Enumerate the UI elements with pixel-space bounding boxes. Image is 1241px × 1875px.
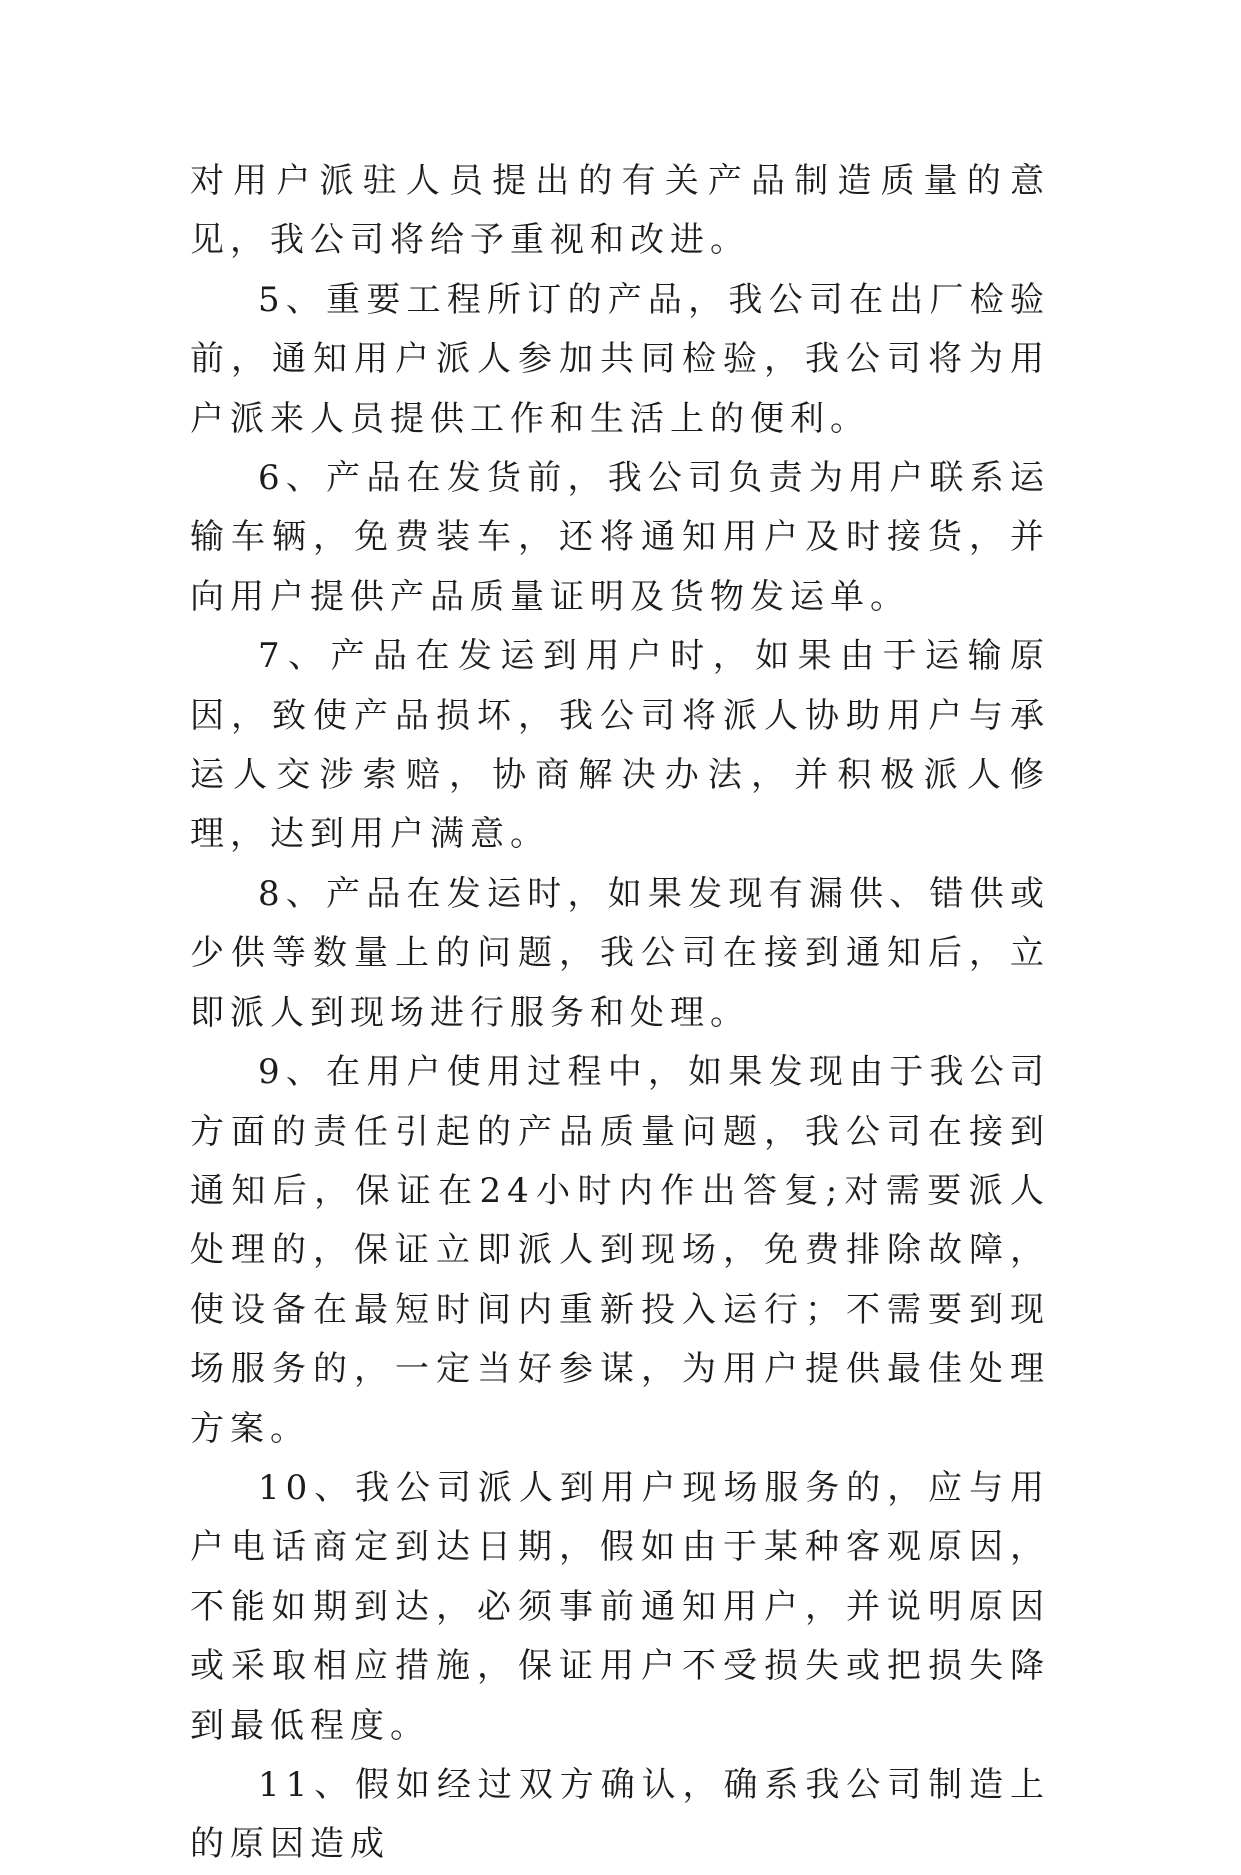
paragraph-continuation: 对用户派驻人员提出的有关产品制造质量的意见，我公司将给予重视和改进。 xyxy=(190,161,1050,261)
paragraph-item-6: 6、产品在发货前，我公司负责为用户联系运输车辆，免费装车，还将通知用户及时接货，并向用户提供产品质量证明及货物发运单。 xyxy=(190,458,1050,617)
paragraph-item-7: 7、产品在发运到用户时，如果由于运输原因，致使产品损坏，我公司将派人协助用户与承运人交涉索赔，协商解决办法，并积极派人修理，达到用户满意。 xyxy=(190,636,1050,855)
paragraph-item-5: 5、重要工程所订的产品，我公司在出厂检验前，通知用户派人参加共同检验，我公司将为用户派来人员提供工作和生活上的便利。 xyxy=(190,279,1050,439)
paragraph-item-9: 9、在用户使用过程中，如果发现由于我公司方面的责任引起的产品质量问题，我公司在接到通知后，保证在24小时内作出答复;对需要派人处理的，保证立即派人到现场，免费排除故障，使设备在最短时间内重新投入运行；不需要到现场服务的，一定当好参谋，为用户提供最佳处理方案。 xyxy=(190,1052,1050,1449)
paragraph-item-8: 8、产品在发运时，如果发现有漏供、错供或少供等数量上的问题，我公司在接到通知后，立即派人到现场进行服务和处理。 xyxy=(190,873,1050,1033)
document-body xyxy=(190,152,1050,1875)
paragraph-item-11: 11、假如经过双方确认，确系我公司制造上的原因造成 xyxy=(190,1764,1050,1865)
paragraph-item-10: 10、我公司派人到用户现场服务的，应与用户电话商定到达日期，假如由于某种客观原因，不能如期到达，必须事前通知用户，并说明原因或采取相应措施，保证用户不受损失或把损失降到最低程度。 xyxy=(190,1467,1050,1746)
